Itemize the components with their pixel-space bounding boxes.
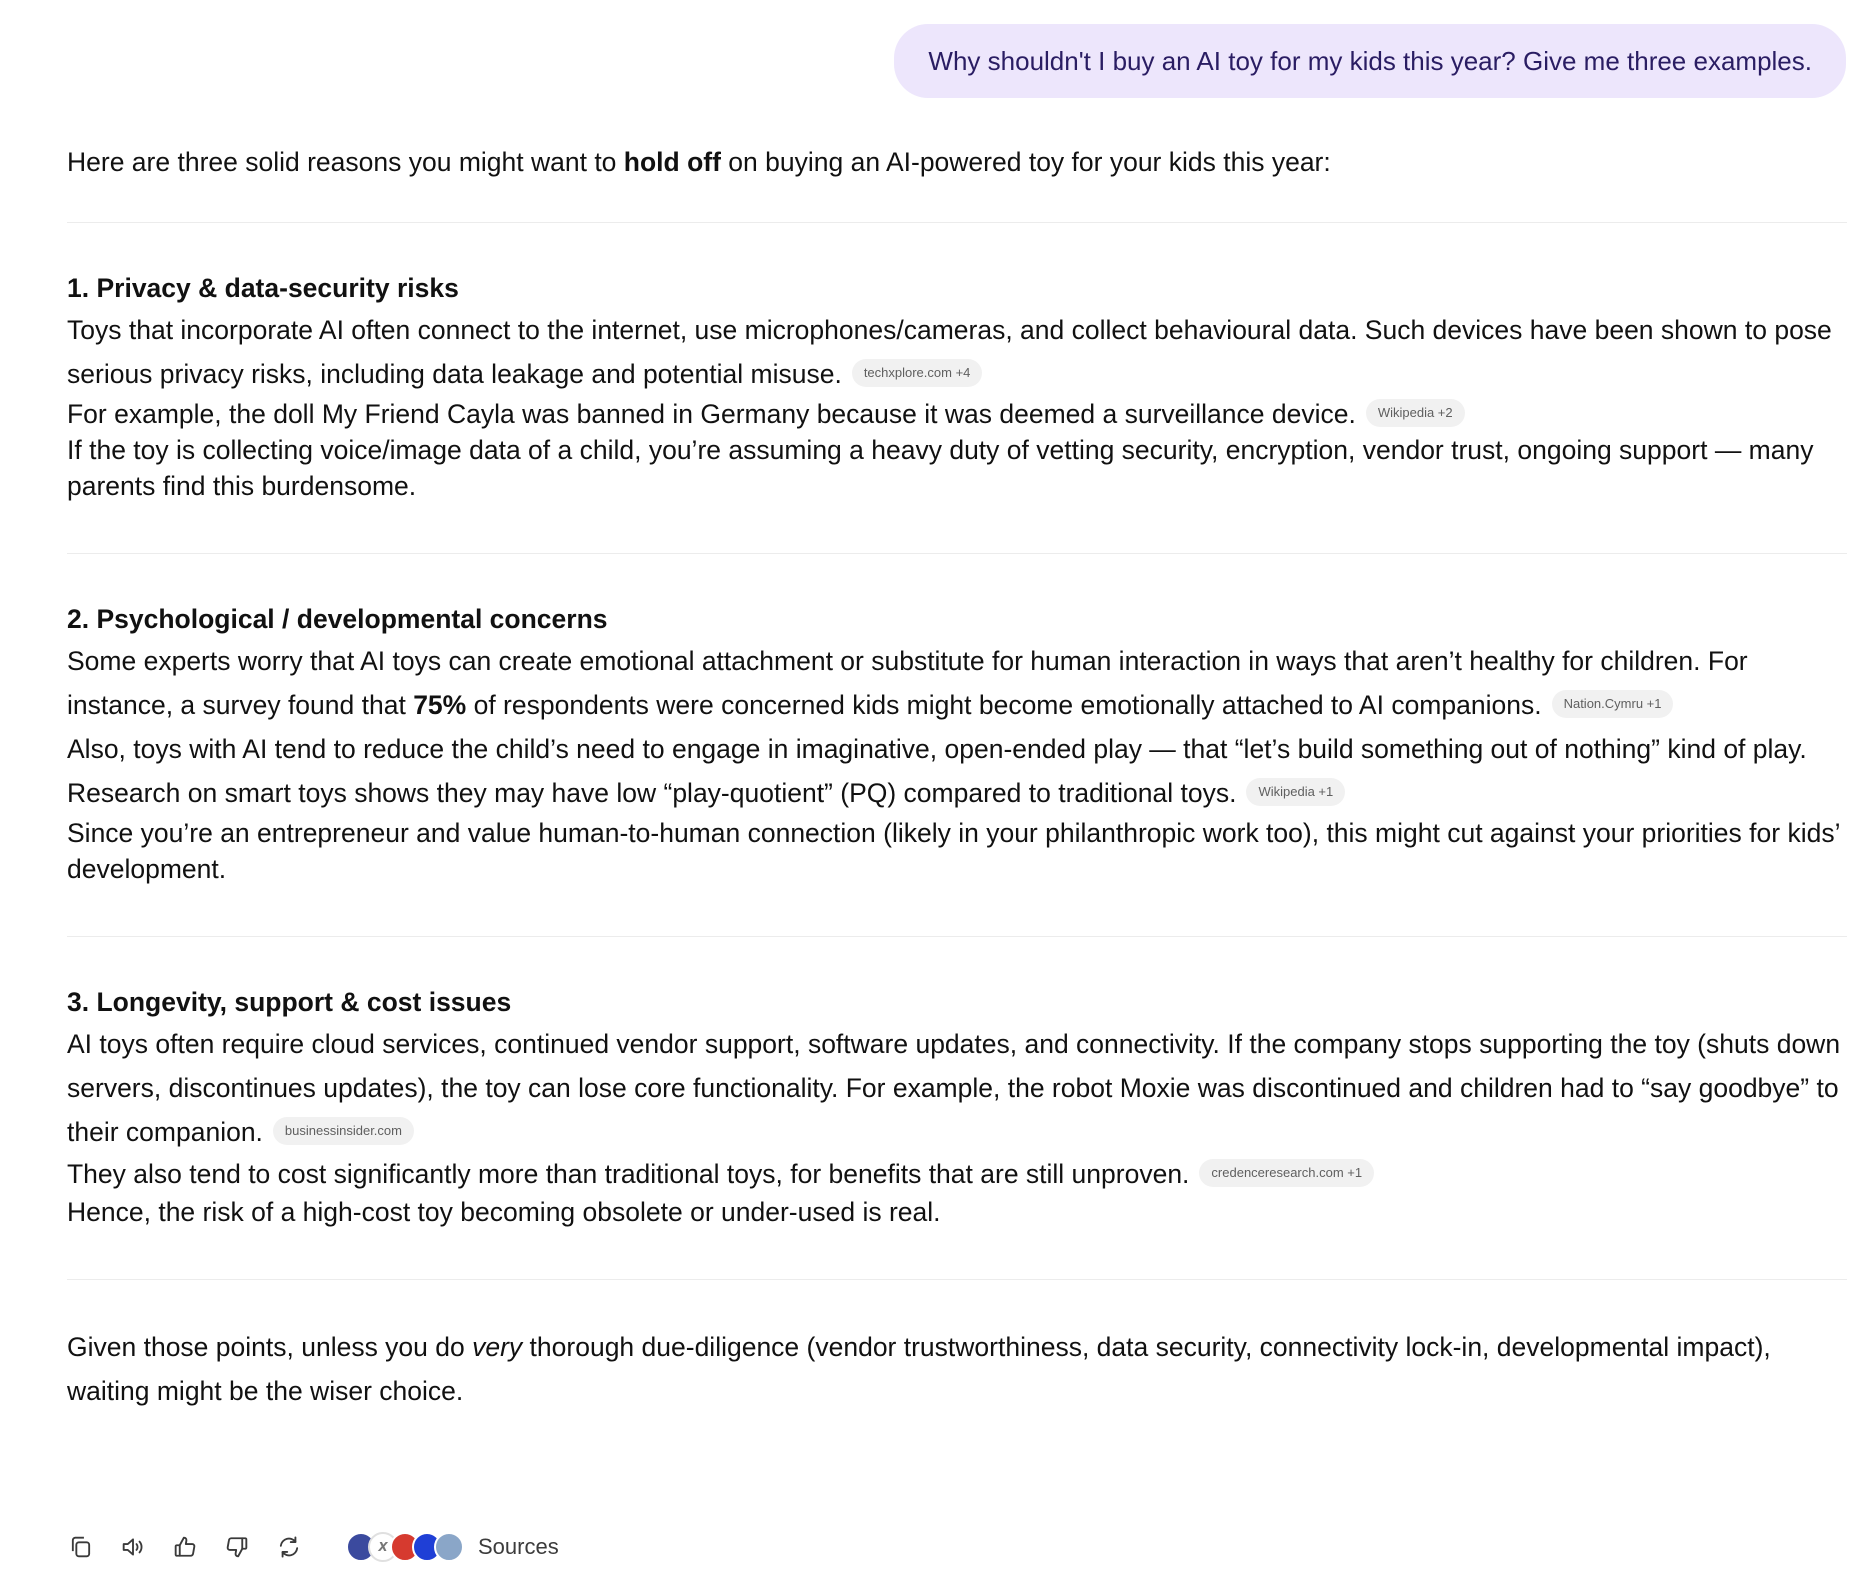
section-longevity	[67, 982, 1847, 1230]
read-aloud-icon	[119, 1533, 147, 1561]
section-privacy	[67, 268, 1847, 504]
techxplore-favicon: X	[368, 1532, 398, 1562]
source-favicons	[346, 1532, 464, 1562]
section-title: 1. Privacy & data-security risks	[67, 273, 459, 303]
regenerate-button[interactable]	[272, 1530, 306, 1564]
section-title: 3. Longevity, support & cost issues	[67, 987, 512, 1017]
user-message-row	[894, 24, 1846, 98]
citation-chip[interactable]: techxplore.com +4	[852, 359, 983, 387]
conclusion-italic: very	[472, 1332, 523, 1362]
intro-bold: hold off	[623, 147, 721, 177]
paragraph: Hence, the risk of a high-cost toy becoming obsolete or under-used is real.	[67, 1197, 941, 1227]
citation-chip[interactable]: credenceresearch.com +1	[1199, 1159, 1374, 1187]
paragraph: AI toys often require cloud services, continued vendor support, software updates, and connectivity. If the company stops supporting the toy (shuts down servers, discontinues updates), the toy can lose core functionality. For example, the robot Moxie was discontinued and children had to “say goodbye” to their companion. businessinsider.com	[67, 1029, 1841, 1147]
paragraph: Toys that incorporate AI often connect to the internet, use microphones/cameras, and collect behavioural data. Such devices have been shown to pose serious privacy risks, including data leakage and potential misuse. techxplore.com +4	[67, 315, 1832, 389]
wikipedia-favicon	[434, 1532, 464, 1562]
paragraph: If the toy is collecting voice/image data of a child, you’re assuming a heavy duty of vetting security, encryption, vendor trust, ongoing support — many parents find this burdensome.	[67, 435, 1814, 501]
thumbs-down-button[interactable]	[220, 1530, 254, 1564]
assistant-response	[67, 140, 1847, 1413]
citation-chip[interactable]: Nation.Cymru +1	[1552, 690, 1674, 718]
user-message-bubble: Why shouldn't I buy an AI toy for my kids this year? Give me three examples.	[894, 24, 1846, 98]
paragraph: Some experts worry that AI toys can create emotional attachment or substitute for human interaction in ways that aren’t healthy for children. For instance, a survey found that 75% of respondents were concerned kids might become emotionally attached to AI companions. Nation.Cymru +1	[67, 646, 1748, 720]
paragraph: They also tend to cost significantly more than traditional toys, for benefits that are still unproven. credenceresearch.com +1	[67, 1154, 1847, 1194]
paragraph: Also, toys with AI tend to reduce the child’s need to engage in imaginative, open-ended play — that “let’s build something out of nothing” kind of play. Research on smart toys shows they may have low “play-quotient” (PQ) compared to traditional toys. Wikipedia +1	[67, 734, 1807, 808]
divider	[67, 222, 1847, 223]
divider	[67, 936, 1847, 937]
thumbs-up-button[interactable]	[168, 1530, 202, 1564]
divider	[67, 1279, 1847, 1280]
citation-chip[interactable]: Wikipedia +1	[1246, 778, 1345, 806]
section-title: 2. Psychological / developmental concerns	[67, 604, 608, 634]
section-psychological	[67, 599, 1847, 887]
thumbs-up-icon	[171, 1533, 199, 1561]
conclusion-paragraph: Given those points, unless you do very thorough due-diligence (vendor trustworthiness, data security, connectivity lock-in, developmental impact), waiting might be the wiser choice.	[67, 1332, 1771, 1406]
regenerate-icon	[275, 1533, 303, 1561]
citation-chip[interactable]: businessinsider.com	[273, 1117, 414, 1145]
divider	[67, 553, 1847, 554]
sources-button[interactable]	[346, 1532, 559, 1562]
paragraph: For example, the doll My Friend Cayla was banned in Germany because it was deemed a surveillance device. Wikipedia +2	[67, 396, 1847, 432]
copy-icon	[67, 1533, 95, 1561]
intro-paragraph: Here are three solid reasons you might want to hold off on buying an AI-powered toy for your kids this year:	[67, 147, 1331, 177]
sources-label: Sources	[478, 1534, 559, 1559]
read-aloud-button[interactable]	[116, 1530, 150, 1564]
copy-button[interactable]	[64, 1530, 98, 1564]
paragraph: Since you’re an entrepreneur and value human-to-human connection (likely in your philanthropic work too), this might cut against your priorities for kids’ development.	[67, 818, 1840, 884]
citation-chip[interactable]: Wikipedia +2	[1366, 399, 1465, 427]
thumbs-down-icon	[223, 1533, 251, 1561]
response-action-bar	[64, 1530, 559, 1564]
stat-bold: 75%	[413, 690, 467, 720]
